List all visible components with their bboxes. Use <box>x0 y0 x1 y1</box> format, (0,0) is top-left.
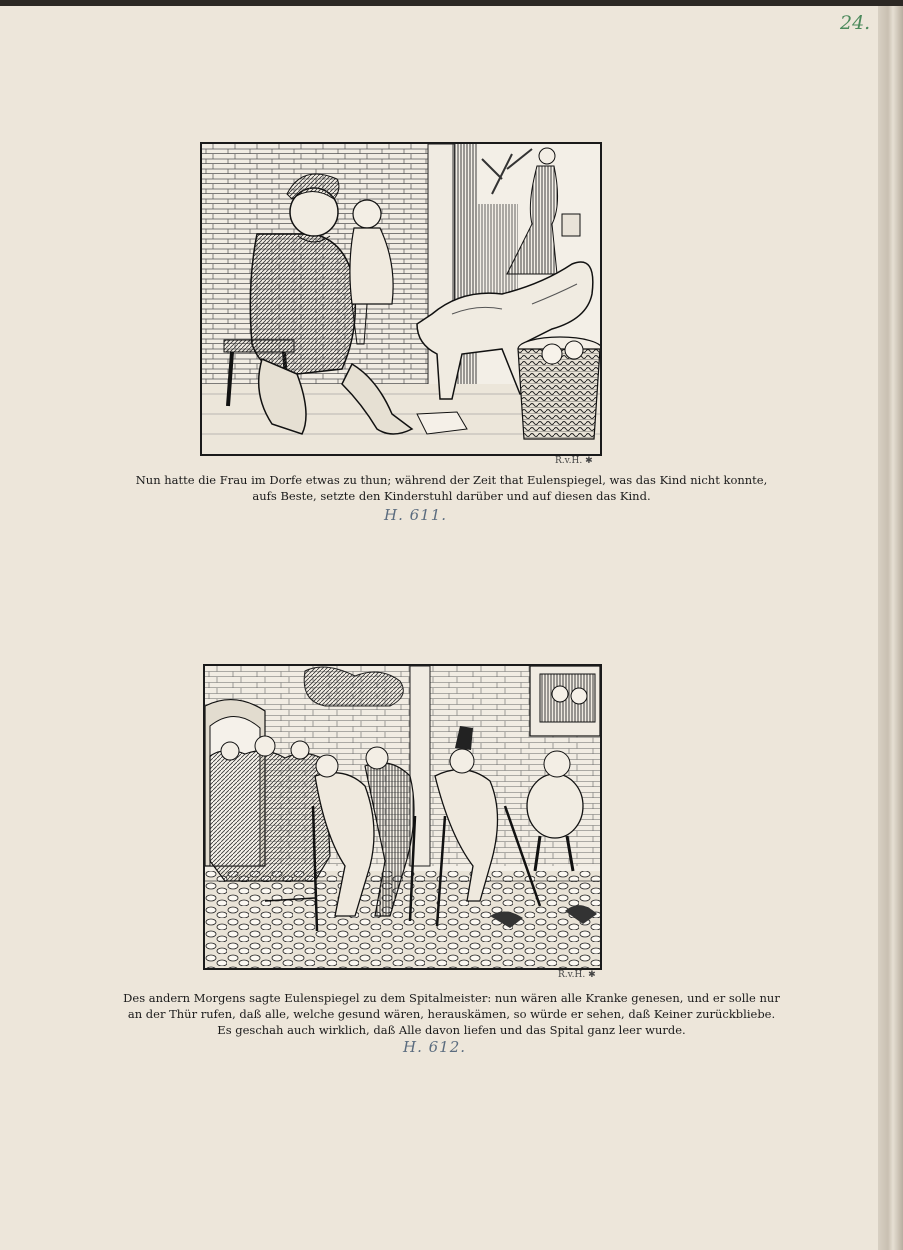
caption-1-line-1: Nun hatte die Frau im Dorfe etwas zu thun; während der Zeit that Eulenspiegel, was das Kind nicht konnte, <box>135 473 768 487</box>
engraving-hospital-crowd <box>205 666 600 968</box>
caption-2-line-1: Des andern Morgens sagte Eulenspiegel zu dem Spitalmeister: nun wären alle Kranke genesen, und er solle nur <box>123 991 780 1005</box>
engraving-plate-2 <box>203 664 602 970</box>
caption-2-line-2: an der Thür rufen, daß alle, welche gesund wären, herauskämen, so würde er sehen, daß Keiner zurückbliebe. <box>127 1007 776 1021</box>
handwritten-inventory-note-1: H. 611. <box>384 506 448 524</box>
engraver-monogram-2: R.v.H. ✱ <box>558 970 596 980</box>
caption-1 <box>60 472 843 504</box>
caption-2 <box>60 990 843 1038</box>
page-binding-edge <box>878 6 903 1250</box>
engraving-jester-with-child <box>202 144 600 454</box>
caption-1-line-2: aufs Beste, setzte den Kinderstuhl darüber und auf diesen das Kind. <box>252 489 651 503</box>
handwritten-inventory-note-2: H. 612. <box>403 1038 467 1056</box>
page-number: 24. <box>840 12 871 34</box>
engraver-monogram-1: R.v.H. ✱ <box>555 456 593 466</box>
engraving-plate-1 <box>200 142 602 456</box>
caption-2-line-3: Es geschah auch wirklich, daß Alle davon liefen und das Spital ganz leer wurde. <box>217 1023 686 1037</box>
page-top-edge <box>0 0 903 6</box>
